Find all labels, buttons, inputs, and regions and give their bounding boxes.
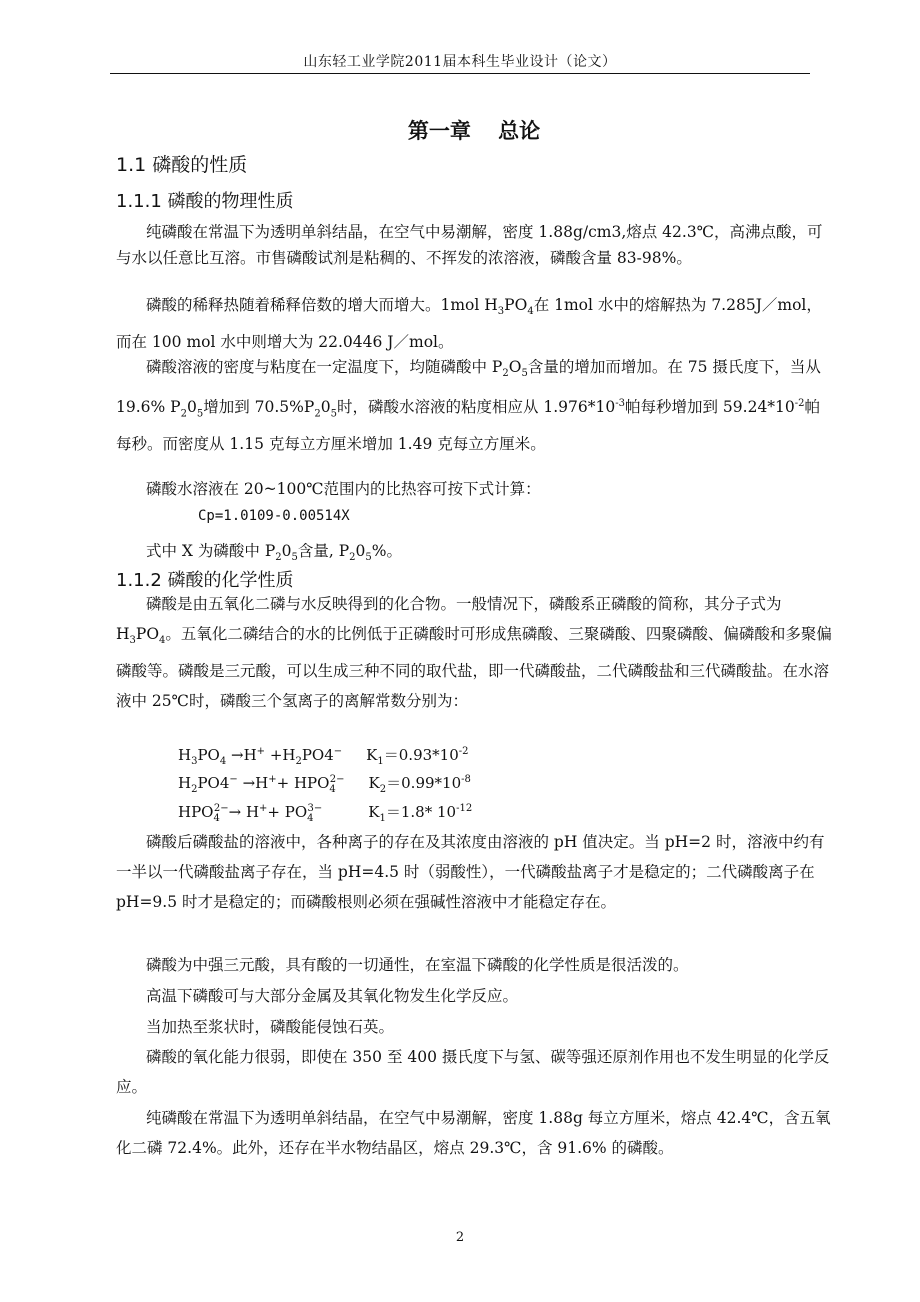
section-heading-1-1-2: 1.1.2 磷酸的化学性质: [116, 570, 294, 591]
paragraph-chemical-7: 纯磷酸在常温下为透明单斜结晶，在空气中易潮解，密度 1.88g 每立方厘米，熔点 42.4℃，含五氧化二磷 72.4%。此外，还存在半水物结晶区，熔点 29.3℃，含 91.6% 的磷酸。: [116, 1109, 831, 1157]
section-heading-1-1-1: 1.1.1 磷酸的物理性质: [116, 191, 294, 212]
chapter-title: 第一章 总论: [407, 119, 541, 143]
header-rule: [110, 73, 810, 74]
paragraph-physical-2: 磷酸的稀释热随着稀释倍数的增大而增大。1mol $H_3PO_4$在 1mol 水中的熔解热为 7.285J／mol，而在 100 mol 水中则增大为 22.0446 J／mol。: [116, 296, 822, 352]
equation-3: $HPO_4^{2-}\to H^++ PO_4^{3-}$ $K_1=1.8*$ $10^{-12}$: [178, 803, 473, 824]
paragraph-chemical-3: 磷酸为中强三元酸，具有酸的一切通性，在室温下磷酸的化学性质是很活泼的。: [146, 956, 689, 974]
paragraph-physical-1: 纯磷酸在常温下为透明单斜结晶，在空气中易潮解，密度 1.88g/cm3,熔点 42.3℃，高沸点酸，可与水以任意比互溶。市售磷酸试剂是粘稠的、不挥发的浓溶液，磷酸含量 83-98%。: [116, 223, 823, 267]
paragraph-chemical-2: 磷酸后磷酸盐的溶液中，各种离子的存在及其浓度由溶液的 pH 值决定。当 pH=2 时，溶液中约有一半以一代磷酸盐离子存在，当 pH=4.5 时（弱酸性），一代磷酸盐离子才是稳定的；二代磷酸离子在 pH=9.5 时才是稳定的；而磷酸根则必须在强碱性溶液中才能稳定存在。: [116, 833, 825, 911]
page-number: 2: [455, 1230, 465, 1245]
page-header: 山东轻工业学院2011届本科生毕业设计（论文）: [303, 54, 617, 70]
equation-1: $H_3PO_4 \to H^+ +H_2PO4^-$ $K_1=0.93*10^{-2}$: [178, 746, 469, 767]
paragraph-physical-4: 磷酸水溶液在 20~100℃范围内的比热容可按下式计算：: [146, 480, 541, 498]
paragraph-chemical-5: 当加热至浆状时，磷酸能侵蚀石英。: [146, 1018, 395, 1036]
equation-2: $H_2PO4^- \to H^++ HPO_4^{2-}$ $K_2=0.99*10^{-8}$: [178, 774, 471, 795]
paragraph-physical-3: 磷酸溶液的密度与粘度在一定温度下，均随磷酸中 $P_2O_5$含量的增加而增加。在 75 摄氏度下，当从 19.6% $P_20_5$增加到 $70.5\%P_20_5$时，磷酸水溶液的粘度相应从 $1.976*10^{-3}$帕每秒增加到 $59.24*10^{-2}$帕每秒。而密度从 1.15 克每立方厘米增加 1.49 克每立方厘米。: [116, 358, 821, 454]
paragraph-chemical-6: 磷酸的氧化能力很弱，即使在 350 至 400 摄氏度下与氢、碳等强还原剂作用也不发生明显的化学反应。: [116, 1048, 830, 1096]
paragraph-chemical-1: 磷酸是由五氧化二磷与水反映得到的化合物。一般情况下，磷酸系正磷酸的简称，其分子式为 $H_3PO_4$。五氧化二磷结合的水的比例低于正磷酸时可形成焦磷酸、三聚磷酸、四聚磷酸、偏磷酸和多聚偏磷酸等。磷酸是三元酸，可以生成三种不同的取代盐，即一代磷酸盐，二代磷酸盐和三代磷酸盐。在水溶液中 25℃时，磷酸三个氢离子的离解常数分别为：: [116, 595, 832, 711]
section-heading-1-1: 1.1 磷酸的性质: [116, 154, 248, 176]
paragraph-chemical-4: 高温下磷酸可与大部分金属及其氧化物发生化学反应。: [146, 987, 519, 1005]
formula-cp: Cp=1.0109-0.00514X: [198, 508, 350, 524]
paragraph-physical-5: 式中 X 为磷酸中 $P_20_5$含量, $P_20_5\%$。: [146, 542, 403, 564]
